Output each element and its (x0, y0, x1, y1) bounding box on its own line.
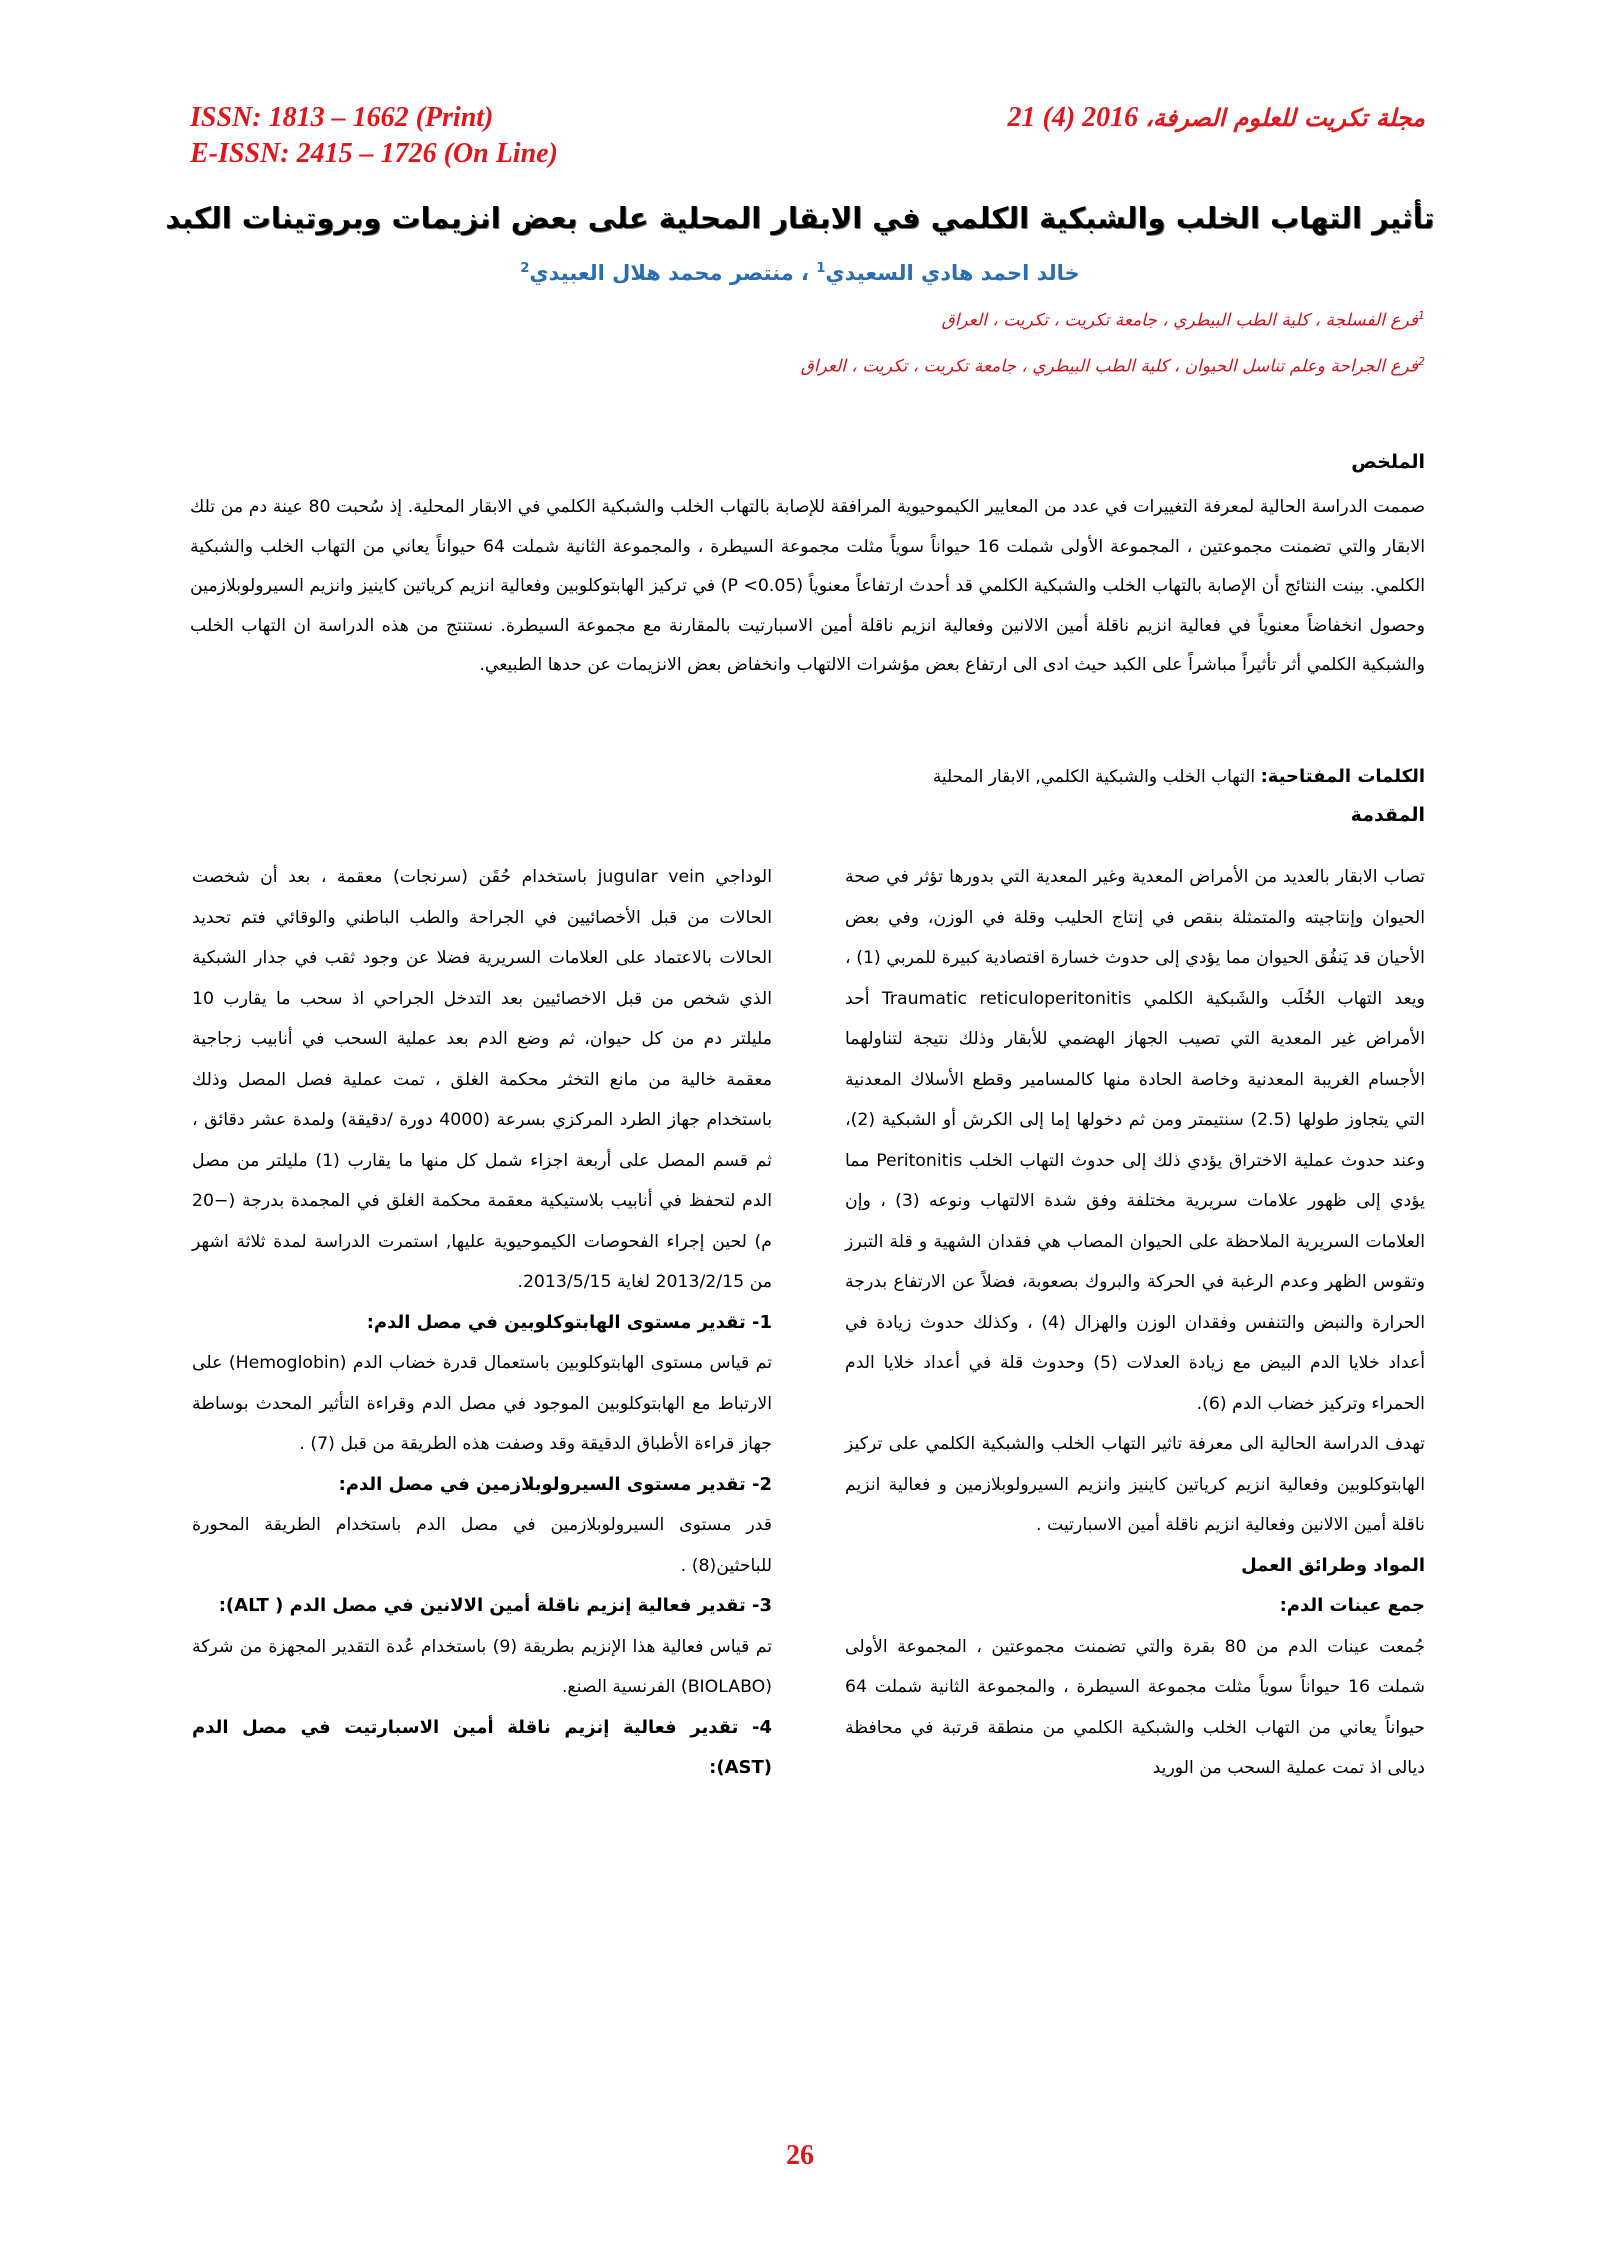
abstract-heading: الملخص (1351, 451, 1425, 473)
issn-block (190, 100, 650, 172)
section-heading: 3- تقدير فعالية إنزيم ناقلة أمين الالانين في مصل الدم ( ALT): (218, 1595, 772, 1616)
column-right (845, 857, 1425, 1789)
column-left (192, 857, 772, 1789)
section-text: تم قياس فعالية هذا الإنزيم بطريقة (9) باستخدام عُدة التقدير المجهزة من شركة (BIOLABO) الفرنسية الصنع. (192, 1636, 773, 1697)
methods-heading: المواد وطرائق العمل (1241, 1554, 1425, 1576)
affiliation-mark: 2 (1418, 355, 1425, 368)
paper-title: تأثير التهاب الخلب والشبكية الكلمي في الابقار المحلية على بعض انزيمات وبروتينات الكبد (165, 201, 1435, 235)
author-affil-mark: 2 (520, 261, 530, 276)
author-name: منتصر محمد هلال العبيدي (529, 261, 794, 285)
section-heading: 1- تقدير مستوى الهابتوكلوبين في مصل الدم: (366, 1311, 772, 1333)
issn-online: E-ISSN: 2415 – 1726 (On Line) (190, 138, 558, 169)
affiliation (525, 302, 1425, 335)
author-line (300, 252, 1300, 290)
affiliation (525, 348, 1425, 381)
author-name: خالد احمد هادي السعيدي (825, 261, 1080, 285)
issn-print: ISSN: 1813 – 1662 (Print) (190, 102, 494, 133)
journal-volume: 21 (4) 2016 (1007, 102, 1139, 133)
keywords (525, 762, 1425, 792)
blood-collection-text: جُمعت عينات الدم من 80 بقرة والتي تضمنت مجموعتين ، المجموعة الأولى شملت 16 حيواناً سوياً مثلت مجموعة السيطرة ، والمجموعة الثانية شملت 64 حيواناً يعاني من التهاب الخلب والشبكية الكلمي من منطقة قرتبة في محافظة ديالى اذ تمت عملية السحب من الوريد (845, 1636, 1425, 1778)
blood-collection-heading: جمع عينات الدم: (1279, 1595, 1425, 1616)
affiliation-mark: 1 (1418, 309, 1425, 322)
intro-paragraph: تصاب الابقار بالعديد من الأمراض المعدية وغير المعدية التي بدورها تؤثر في صحة الحيوان وإنتاجيته والمتمثلة بنقص في إنتاج الحليب وقلة في الوزن، وفي بعض الأحيان قد يَنفُق الحيوان مما يؤدي إلى حدوث خسارة اقتصادية كبيرة للمربي (1) ، ويعد التهاب الخُلَب والشَبكية الكلمي Traumatic reticuloperitonitis أحد الأمراض غير المعدية التي تصيب الجهاز الهضمي للأبقار وذلك نتيجة لتناولهما الأجسام الغريبة المعدنية وخاصة الحادة منها كالمسامير وقطع الأسلاك المعدنية التي يتجاوز طولها (2.5) سنتيمتر ومن ثم دخولها إما إلى الكرش أو الشبكية (2)، وعند حدوث عملية الاختراق يؤدي ذلك إلى حدوث التهاب الخلب Peritonitis مما يؤدي إلى ظهور علامات سريرية مختلفة وفق شدة الالتهاب ونوعه (3) ، وإن العلامات السريرية الملاحظة على الحيوان المصاب هي فقدان الشهية و قلة التبرز وتقوس الظهر وعدم الرغبة في الحركة والبروك بصعوبة، فضلاً عن الارتفاع بدرجة الحرارة والنبض والتنفس وفقدان الوزن والهزال (4) ، وكذلك حدوث زيادة في أعداد خلايا الدم البيض مع زيادة العدلات (5) وحدوث قلة في أعداد خلايا الدم الحمراء وتركيز خضاب الدم (6). (845, 867, 1425, 1414)
affiliation-text: فرع الجراحة وعلم تناسل الحيوان ، كلية الطب البيطري ، جامعة تكريت ، تكريت ، العراق (800, 356, 1418, 377)
introduction-heading: المقدمة (1350, 804, 1425, 826)
section-heading: 4- تقدير فعالية إنزيم ناقلة أمين الاسبارتيت في مصل الدم (AST): (192, 1716, 772, 1778)
author-separator: ، (793, 261, 817, 285)
abstract-text: صممت الدراسة الحالية لمعرفة التغييرات في عدد من المعايير الكيموحيوية المرافقة للإصابة بالتهاب الخلب والشبكية الكلمي في الابقار المحلية. إذ سُحبت 80 عينة دم من تلك الابقار والتي تضمنت مجموعتين ، المجموعة الأولى شملت 16 حيواناً سوياً مثلت مجموعة السيطرة ، والمجموعة الثانية شملت 64 حيواناً يعاني من التهاب الخلب والشبكية الكلمي. بينت النتائج أن الإصابة بالتهاب الخلب والشبكية الكلمي قد أحدث ارتفاعاً معنوياً (P <0.05) في تركيز الهابتوكلوبين وفعالية انزيم كرياتين كاينيز وانزيم السيرولوبلازمين وحصول انخفاضاً معنوياً في فعالية انزيم ناقلة أمين الالانين وفعالية انزيم ناقلة أمين الاسبارتيت بالمقارنة مع مجموعة السيطرة. نستنتج من هذه الدراسة ان التهاب الخلب والشبكية الكلمي أثر تأثيراً مباشراً على الكبد حيث ادى الى ارتفاع بعض مؤشرات الالتهاب وانخفاض بعض الانزيمات عن حدها الطبيعي. (190, 497, 1425, 675)
section-text: قدر مستوى السيرولوبلازمين في مصل الدم باستخدام الطريقة المحورة للباحثين(8) . (192, 1515, 772, 1576)
journal-name: مجلة تكريت للعلوم الصرفة، (1145, 104, 1425, 132)
keywords-text: التهاب الخلب والشبكية الكلمي, الابقار المحلية (932, 767, 1256, 787)
intro-paragraph: تهدف الدراسة الحالية الى معرفة تاثير التهاب الخلب والشبكية الكلمي على تركيز الهابتوكلوبين وفعالية انزيم كرياتين كاينيز وانزيم السيرولوبلازمين و فعالية انزيم ناقلة أمين الالانين وفعالية انزيم ناقلة أمين الاسبارتيت . (845, 1434, 1425, 1535)
blood-collection-text-cont: الوداجي jugular vein باستخدام حُقَن (سرنجات) معقمة ، بعد أن شخصت الحالات من قبل الأخصائيين في الجراحة والطب الباطني والوقائي فتم تحديد الحالات بالاعتماد على العلامات السريرية فضلا عن وجود ثقب في جدار الشبكية الذي شخص من قبل الاخصائيين بعد التدخل الجراحي اذ سحب ما يقارب 10 مليلتر دم من كل حيوان، ثم وضع الدم بعد عملية السحب في أنابيب زجاجية معقمة خالية من مانع التخثر محكمة الغلق ، تمت عملية فصل المصل وذلك باستخدام جهاز الطرد المركزي بسرعة (4000 دورة /دقيقة) ولمدة عشر دقائق ، ثم قسم المصل على أربعة اجزاء شمل كل منها ما يقارب (1) مليلتر من مصل الدم لتحفظ في أنابيب بلاستيكية معقمة محكمة الغلق في المجمدة بدرجة (−20 م) لحين إجراء الفحوصات الكيموحيوية عليها, استمرت الدراسة لمدة ثلاثة اشهر من 2013/2/15 لغاية 2013/5/15. (192, 867, 772, 1292)
author-affil-mark: 1 (816, 261, 826, 276)
section-heading: 2- تقدير مستوى السيرولوبلازمين في مصل الدم: (338, 1473, 772, 1495)
page-number: 26 (786, 2140, 814, 2171)
keywords-label: الكلمات المفتاحية: (1260, 766, 1425, 787)
affiliation-text: فرع الفسلجة ، كلية الطب البيطري ، جامعة تكريت ، تكريت ، العراق (941, 310, 1418, 331)
journal-header (865, 100, 1425, 136)
section-text: تم قياس مستوى الهابتوكلوبين باستعمال قدرة خضاب الدم (Hemoglobin) على الارتباط مع الهابتوكلوبين الموجود في مصل الدم وقراءة التأثير المحدث بوساطة جهاز قراءة الأطباق الدقيقة وقد وصفت هذه الطريقة من قبل (7) . (192, 1353, 773, 1454)
